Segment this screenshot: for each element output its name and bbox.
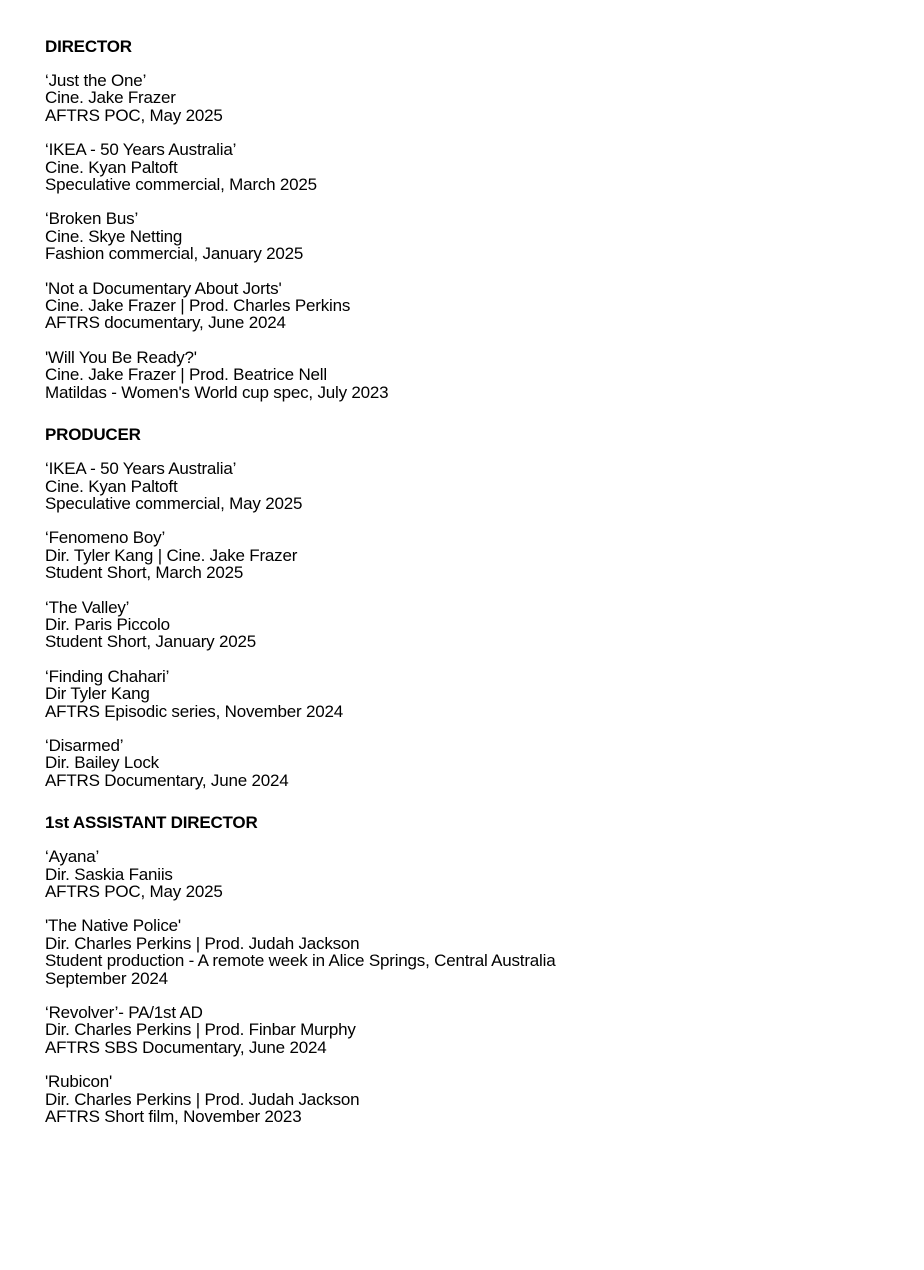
credit-title: ‘IKEA - 50 Years Australia’ xyxy=(45,140,237,160)
credit-crew: Dir. Bailey Lock xyxy=(45,753,159,773)
credit-title: ‘Finding Chahari’ xyxy=(45,666,170,686)
credit-title: 'The Native Police' xyxy=(45,916,181,936)
credit-crew: Cine. Jake Frazer | Prod. Charles Perkins xyxy=(45,296,351,316)
credit-entry xyxy=(45,72,885,124)
credit-entry xyxy=(45,1004,885,1056)
credit-crew: Dir. Charles Perkins | Prod. Judah Jackson xyxy=(45,1089,360,1109)
credit-date: September 2024 xyxy=(45,968,168,988)
credit-details: Student Short, March 2025 xyxy=(45,563,244,583)
credit-crew: Dir. Saskia Faniis xyxy=(45,864,173,884)
credit-title: ‘Broken Bus’ xyxy=(45,209,139,229)
credit-entry xyxy=(45,460,885,512)
credit-crew: Dir. Paris Piccolo xyxy=(45,614,170,634)
credit-details: AFTRS POC, May 2025 xyxy=(45,882,223,901)
credit-details: Matildas - Women's World cup spec, July 2023 xyxy=(45,382,389,402)
credit-crew: Cine. Jake Frazer xyxy=(45,88,176,108)
credit-crew: Dir. Tyler Kang | Cine. Jake Frazer xyxy=(45,545,298,565)
credit-entry xyxy=(45,210,885,262)
credit-entry xyxy=(45,599,885,651)
credit-entry xyxy=(45,529,885,581)
credit-details: Speculative commercial, May 2025 xyxy=(45,493,303,513)
section-heading: DIRECTOR xyxy=(45,37,132,56)
credit-entry xyxy=(45,280,885,332)
credit-title: ‘Just the One’ xyxy=(45,71,147,90)
credits-document xyxy=(45,37,885,1142)
credit-entry xyxy=(45,917,885,987)
credit-title: ‘Fenomeno Boy’ xyxy=(45,528,166,548)
credit-crew: Cine. Jake Frazer | Prod. Beatrice Nell xyxy=(45,365,327,385)
credit-title: 'Will You Be Ready?' xyxy=(45,347,197,367)
credit-title: ‘The Valley’ xyxy=(45,597,130,617)
credit-entry xyxy=(45,349,885,401)
credit-crew: Cine. Skye Netting xyxy=(45,226,183,246)
credit-details: Student Short, January 2025 xyxy=(45,632,257,652)
credit-entry xyxy=(45,141,885,193)
section-heading: 1st ASSISTANT DIRECTOR xyxy=(45,813,258,833)
credit-title: ‘Disarmed’ xyxy=(45,735,124,755)
credit-details: AFTRS Documentary, June 2024 xyxy=(45,770,289,790)
credit-details: AFTRS Short film, November 2023 xyxy=(45,1107,302,1127)
credit-details: Fashion commercial, January 2025 xyxy=(45,244,304,264)
credit-crew: Dir. Charles Perkins | Prod. Finbar Murphy xyxy=(45,1020,356,1040)
credit-details: AFTRS Episodic series, November 2024 xyxy=(45,701,343,721)
credit-crew: Cine. Kyan Paltoft xyxy=(45,476,178,496)
credit-details: Speculative commercial, March 2025 xyxy=(45,175,317,195)
credit-crew: Cine. Kyan Paltoft xyxy=(45,157,178,177)
credit-title: ‘Ayana’ xyxy=(45,847,100,867)
credit-crew: Dir Tyler Kang xyxy=(45,684,150,704)
credit-details: AFTRS POC, May 2025 xyxy=(45,105,223,125)
credit-details: AFTRS documentary, June 2024 xyxy=(45,313,286,333)
section-producer xyxy=(45,425,885,789)
credit-details: Student production - A remote week in Alice Springs, Central Australia xyxy=(45,951,556,971)
credit-details: AFTRS SBS Documentary, June 2024 xyxy=(45,1037,327,1057)
credit-crew: Dir. Charles Perkins | Prod. Judah Jackson xyxy=(45,933,360,953)
section-heading: PRODUCER xyxy=(45,425,141,445)
credit-entry xyxy=(45,668,885,720)
section-director xyxy=(45,37,885,401)
credit-entry xyxy=(45,737,885,789)
credit-title: 'Rubicon' xyxy=(45,1072,113,1092)
credit-entry xyxy=(45,848,885,900)
section-first-assistant-director xyxy=(45,813,885,1125)
credit-title: 'Not a Documentary About Jorts' xyxy=(45,278,282,298)
credit-title: ‘Revolver’- PA/1st AD xyxy=(45,1003,203,1023)
credit-title: ‘IKEA - 50 Years Australia’ xyxy=(45,459,237,479)
credit-entry xyxy=(45,1073,885,1125)
